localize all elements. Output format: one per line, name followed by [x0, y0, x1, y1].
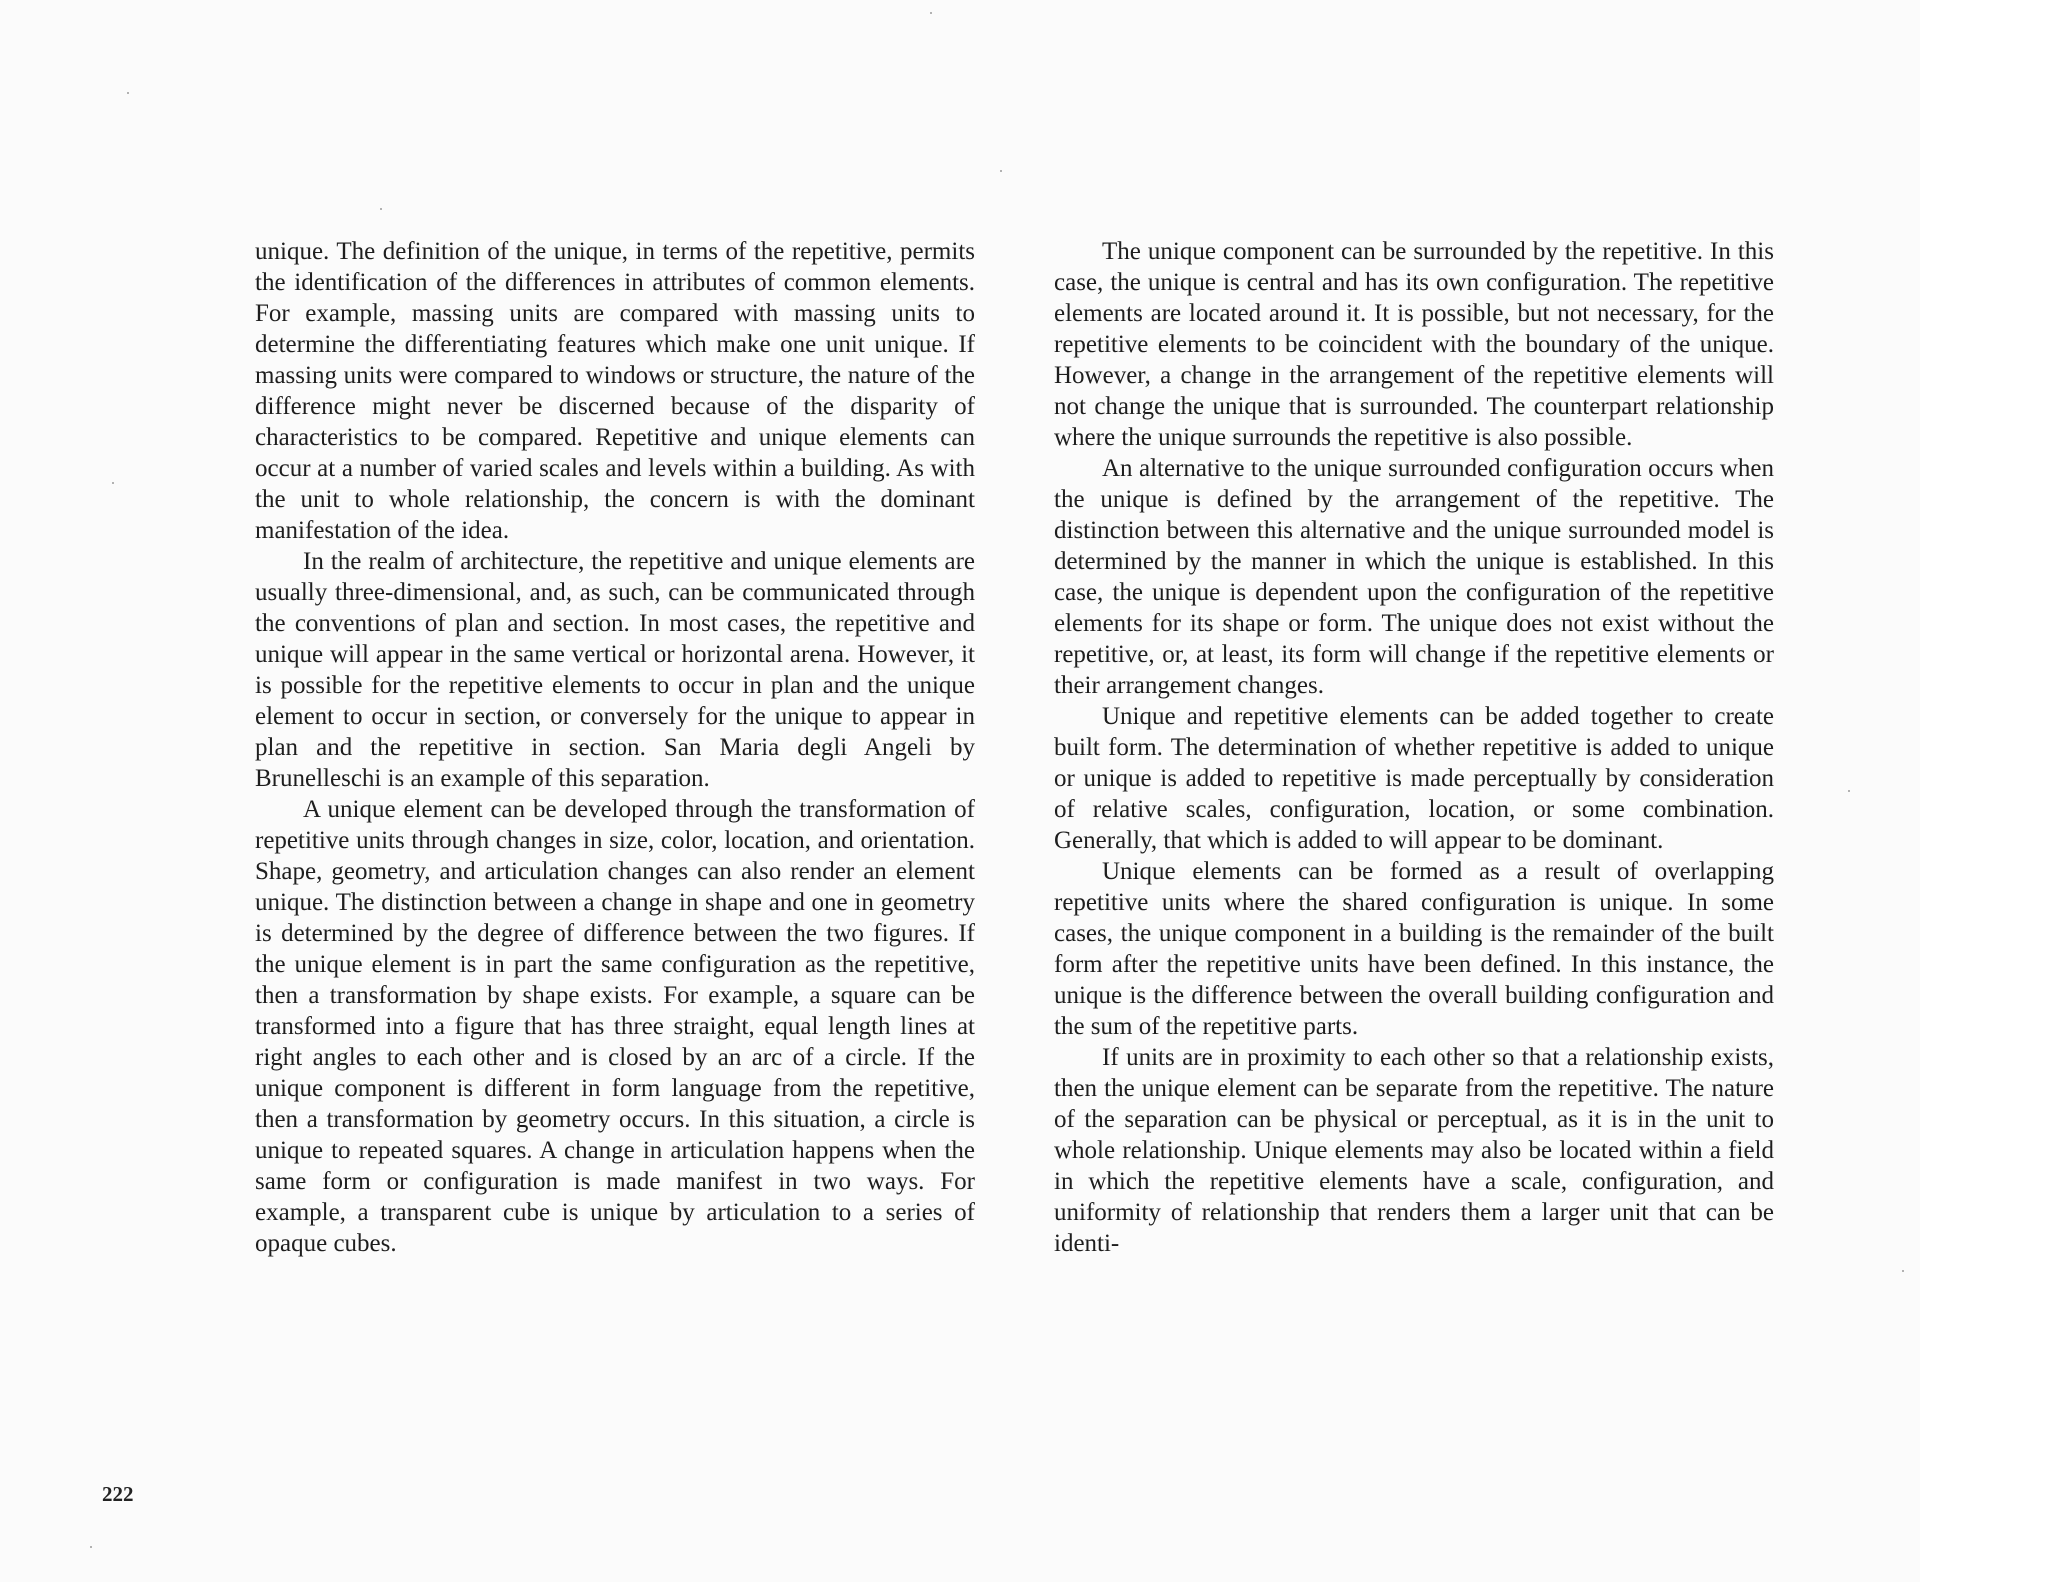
scan-speck — [112, 482, 114, 484]
paragraph: The unique component can be surrounded by the repetitive. In this case, the unique is central and has its own configuration. The repetitive elements are located around it. It is possible, but not necessary, for the repetitive elements to be coincident with the boundary of the unique. However, a change in the arrangement of the repetitive elements will not change the unique that is surrounded. The counterpart relationship where the unique surrounds the repetitive is also possible. — [1054, 238, 1774, 451]
scan-speck — [1000, 170, 1002, 172]
paragraph: In the realm of architecture, the repetitive and unique elements are usually three-dimensional, and, as such, can be communicated through the conventions of plan and section. In most cases, the repetitive and unique will appear in the same vertical or horizontal arena. However, it is possible for the repetitive elements to occur in plan and the unique element to occur in section, or conversely for the unique to appear in plan and the repetitive in section. San Maria degli Angeli by Brunelleschi is an example of this separation. — [255, 548, 975, 792]
scan-speck — [90, 1546, 92, 1548]
paragraph: Unique elements can be formed as a result of overlapping repetitive units where the shared configuration is unique. In some cases, the unique component in a building is the remainder of the built form after the repetitive units have been defined. In this instance, the unique is the difference between the overall building configuration and the sum of the repetitive parts. — [1054, 858, 1774, 1040]
paragraph: If units are in proximity to each other so that a relationship exists, then the unique element can be separate from the repetitive. The nature of the separation can be physical or perceptual, as it is in the unit to whole relationship. Unique elements may also be located within a field in which the repetitive elements have a scale, configuration, and uniformity of relationship that renders them a larger unit that can be identi- — [1054, 1044, 1774, 1257]
scan-speck — [127, 92, 129, 94]
paragraph: unique. The definition of the unique, in terms of the repetitive, permits the identification of the differences in attributes of common elements. For example, massing units are compared with massing units to determine the differentiating features which make one unit unique. If massing units were compared to windows or structure, the nature of the difference might never be discerned because of the disparity of characteristics to be compared. Repetitive and unique elements can occur at a number of varied scales and levels within a building. As with the unit to whole relationship, the concern is with the dominant manifestation of the idea. — [255, 238, 975, 544]
scan-speck — [930, 12, 932, 14]
paragraph: Unique and repetitive elements can be added together to create built form. The determination of whether repetitive is added to unique or unique is added to repetitive is made perceptually by consideration of relative scales, configuration, location, or some combination. Generally, that which is added to will appear to be dominant. — [1054, 703, 1774, 854]
paragraph: An alternative to the unique surrounded configuration occurs when the unique is defined by the arrangement of the repetitive. The distinction between this alternative and the unique surrounded model is determined by the manner in which the unique is established. In this case, the unique is dependent upon the configuration of the repetitive elements for its shape or form. The unique does not exist without the repetitive, or, at least, its form will change if the repetitive elements or their arrangement changes. — [1054, 455, 1774, 699]
left-text-column — [255, 236, 975, 1259]
right-text-column — [1054, 236, 1774, 1259]
paragraph: A unique element can be developed through the transformation of repetitive units through changes in size, color, location, and orientation. Shape, geometry, and articulation changes can also render an element unique. The distinction between a change in shape and one in geometry is determined by the degree of difference between the two figures. If the unique element is in part the same configuration as the repetitive, then a transformation by shape exists. For example, a square can be transformed into a figure that has three straight, equal length lines at right angles to each other and is closed by an arc of a circle. If the unique component is different in form language from the repetitive, then a transformation by geometry occurs. In this situation, a circle is unique to repeated squares. A change in articulation happens when the same form or configuration is made manifest in two ways. For example, a transparent cube is unique by articulation to a series of opaque cubes. — [255, 796, 975, 1257]
scan-speck — [1848, 790, 1850, 792]
scan-speck — [380, 208, 382, 210]
scan-speck — [1902, 1270, 1904, 1272]
page-number: 222 — [102, 1482, 134, 1506]
